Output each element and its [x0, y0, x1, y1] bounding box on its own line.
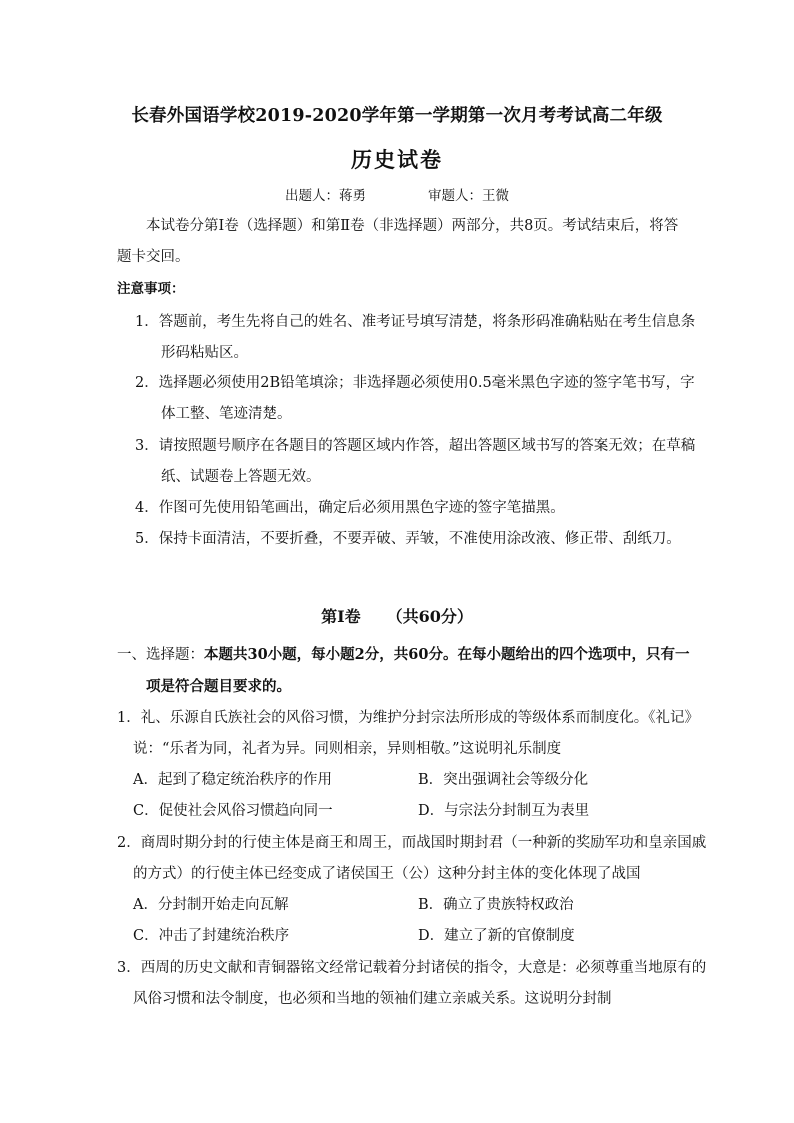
question-2-option-d: D．建立了新的官僚制度 — [418, 928, 575, 944]
question-2-option-a: A．分封制开始走向瓦解 — [133, 897, 289, 913]
question-2-line-2: 的方式）的行使主体已经变成了诸侯国王（公）这种分封主体的变化体现了战国 — [133, 866, 641, 882]
section-score: （共60分） — [386, 607, 473, 626]
question-1-line-2: 说：“乐者为同，礼者为异。同则相亲，异则相敬。”这说明礼乐制度 — [133, 741, 562, 757]
note-4-line-1: 4．作图可先使用铅笔画出，确定后必须用黑色字迹的签字笔描黑。 — [135, 500, 565, 516]
question-1-option-a: A．起到了稳定统治秩序的作用 — [133, 772, 332, 788]
question-2-option-c: C．冲击了封建统治秩序 — [133, 928, 290, 944]
note-1-line-2: 形码粘贴区。 — [161, 345, 248, 361]
note-5-line-1: 5．保持卡面清洁，不要折叠，不要弄破、弄皱，不准使用涂改液、修正带、刮纸刀。 — [135, 531, 681, 547]
intro-line-2: 题卡交回。 — [117, 249, 190, 265]
question-1-option-c: C．促使社会风俗习惯趋向同一 — [133, 803, 333, 819]
question-2-line-1: 2．商周时期分封的行使主体是商王和周王，而战国时期封君（一种新的奖励军功和皇亲国戚 — [117, 835, 707, 851]
intro-line-1: 本试卷分第Ⅰ卷（选择题）和第Ⅱ卷（非选择题）两部分，共8页。考试结束后，将答 — [146, 218, 679, 234]
author-line — [0, 186, 794, 206]
reviewer-label: 审题人：王微 — [428, 188, 509, 204]
part1-instructions-line-2: 项是符合题目要求的。 — [146, 678, 291, 695]
question-2-option-b: B．确立了贵族特权政治 — [418, 897, 574, 913]
note-2-line-1: 2．选择题必须使用2B铅笔填涂；非选择题必须使用0.5毫米黑色字迹的签字笔书写，字 — [135, 375, 695, 391]
notes-heading: 注意事项： — [117, 281, 185, 297]
setter-label: 出题人：蒋勇 — [285, 188, 366, 204]
part1-instructions: 本题共30小题，每小题2分，共60分。在每小题给出的四个选项中，只有一 — [204, 646, 690, 663]
question-1-option-d: D．与宗法分封制互为表里 — [418, 803, 590, 819]
question-1-line-1: 1．礼、乐源自氏族社会的风俗习惯，为维护分封宗法所形成的等级体系而制度化。《礼记》 — [117, 710, 699, 726]
section-heading — [0, 607, 794, 627]
question-3-line-1: 3．西周的历史文献和青铜器铭文经常记载着分封诸侯的指令，大意是：必须尊重当地原有的 — [117, 960, 707, 976]
page-title: 历史试卷 — [351, 147, 443, 172]
note-3-line-2: 纸、试题卷上答题无效。 — [161, 469, 321, 485]
note-2-line-2: 体工整、笔迹清楚。 — [161, 406, 292, 422]
question-1-option-b: B．突出强调社会等级分化 — [418, 772, 589, 788]
part1-prefix: 一、选择题： — [117, 647, 204, 663]
part1-instructions-line-1 — [117, 645, 689, 665]
note-1-line-1: 1．答题前，考生先将自己的姓名、准考证号填写清楚，将条形码准确粘贴在考生信息条 — [135, 314, 696, 330]
note-3-line-1: 3．请按照题号顺序在各题目的答题区域内作答，超出答题区域书写的答案无效；在草稿 — [135, 438, 696, 454]
school-header: 长春外国语学校2019-2020学年第一学期第一次月考考试高二年级 — [131, 106, 663, 126]
question-3-line-2: 风俗习惯和法令制度，也必须和当地的领袖们建立亲戚关系。这说明分封制 — [133, 991, 612, 1007]
section-title: 第Ⅰ卷 — [321, 607, 361, 626]
